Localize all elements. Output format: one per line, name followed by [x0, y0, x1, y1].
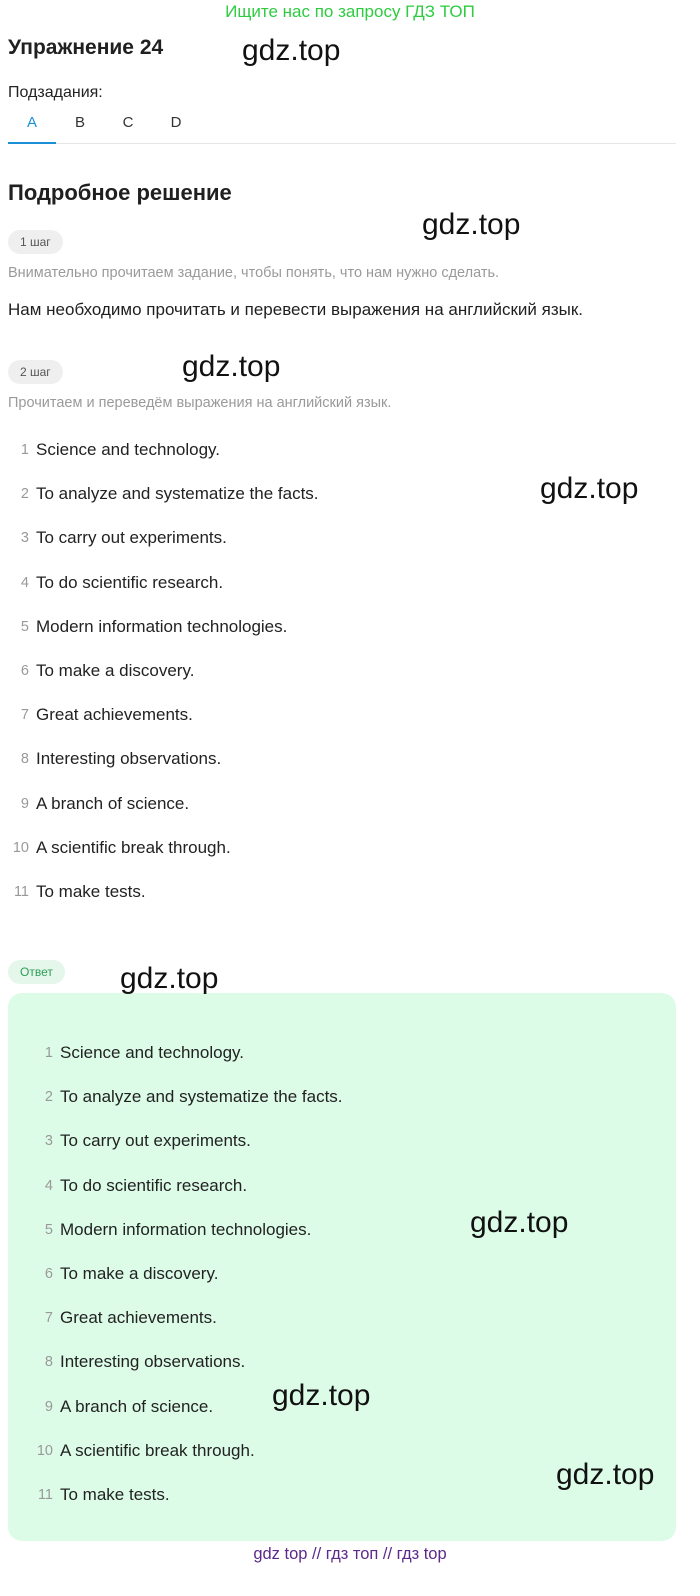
- step-hint-1: Внимательно прочитаем задание, чтобы понять, что нам нужно сделать.: [8, 265, 500, 281]
- list-item: 6 To make a discovery.: [20, 660, 195, 680]
- list-item: 7 Great achievements.: [20, 705, 193, 725]
- list-item: 5 Modern information technologies.: [44, 1219, 312, 1239]
- watermark: gdz.top: [120, 962, 219, 995]
- watermark: gdz.top: [422, 208, 521, 241]
- list-item: 6 To make a discovery.: [44, 1263, 219, 1283]
- subtasks-label: Подзадания:: [8, 84, 103, 101]
- list-item: 1 Science and technology.: [20, 440, 220, 459]
- page-title: Упражнение 24: [8, 36, 164, 59]
- promo-banner[interactable]: Ищите нас по запросу ГДЗ ТОП: [225, 2, 475, 21]
- list-item: 5 Modern information technologies.: [20, 616, 288, 636]
- tab-b[interactable]: B: [74, 114, 85, 131]
- tab-c[interactable]: C: [122, 114, 134, 131]
- step-hint-2: Прочитаем и переведём выражения на английский язык.: [8, 395, 392, 411]
- answer-badge: Ответ: [8, 960, 65, 984]
- answer-box: [8, 993, 676, 1541]
- watermark: gdz.top: [182, 350, 281, 383]
- step-badge-2: 2 шаг: [8, 360, 63, 384]
- list-item: 11 To make tests.: [37, 1484, 170, 1504]
- watermark: gdz.top: [242, 34, 341, 67]
- list-item: 9 A branch of science.: [44, 1396, 214, 1416]
- watermark: gdz.top: [556, 1458, 655, 1491]
- list-item: 7 Great achievements.: [44, 1308, 217, 1328]
- list-item: 4 To do scientific research.: [44, 1175, 248, 1195]
- footer-links[interactable]: gdz top // гдз топ // гдз top: [253, 1545, 447, 1563]
- list-item: 8 Interesting observations.: [44, 1352, 246, 1372]
- watermark: gdz.top: [272, 1379, 371, 1412]
- step-list: [8, 438, 608, 924]
- subtask-tabs: [8, 110, 676, 144]
- step-text-1: Нам необходимо прочитать и перевести выражения на английский язык.: [8, 300, 583, 319]
- tab-d[interactable]: D: [170, 114, 182, 131]
- list-item: 4 To do scientific research.: [20, 572, 224, 592]
- list-item: 2 To analyze and systematize the facts.: [44, 1087, 343, 1107]
- list-item: 11 To make tests.: [13, 881, 146, 901]
- list-item: 8 Interesting observations.: [20, 749, 222, 769]
- list-item: 2 To analyze and systematize the facts.: [20, 484, 319, 504]
- list-item: 3 To carry out experiments.: [44, 1131, 251, 1151]
- watermark: gdz.top: [540, 472, 639, 505]
- watermark: gdz.top: [470, 1206, 569, 1239]
- tab-a[interactable]: A: [8, 110, 56, 144]
- list-item: 9 A branch of science.: [20, 793, 190, 813]
- list-item: 10 A scientific break through.: [12, 837, 231, 857]
- answer-list: [32, 1041, 632, 1527]
- list-item: 10 A scientific break through.: [36, 1440, 255, 1460]
- step-badge-1: 1 шаг: [8, 230, 63, 254]
- list-item: 3 To carry out experiments.: [20, 528, 227, 548]
- section-title: Подробное решение: [8, 180, 232, 205]
- list-item: 1 Science and technology.: [44, 1043, 244, 1062]
